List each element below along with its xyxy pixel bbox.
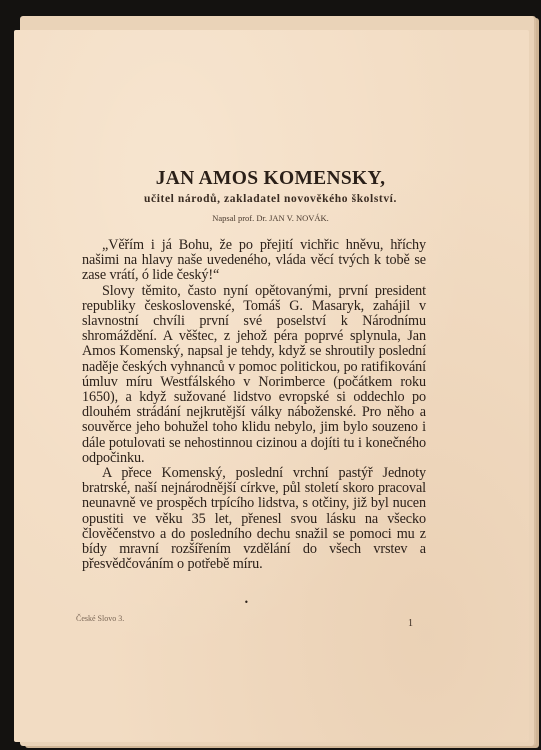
separator-mark: •: [244, 598, 249, 607]
paragraph-quote: „Věřím i já Bohu, že po přejití vichřic hněvu, hříchy našimi na hlavy naše uvedeného, vláda věcí tvých k tobě se zase vrátí, ó lide český!“: [82, 237, 426, 284]
document-body: [82, 238, 426, 572]
document-author: Napsal prof. Dr. JAN V. NOVÁK.: [212, 213, 329, 223]
footer-note: České Slovo 3.: [76, 614, 125, 623]
document-title: JAN AMOS KOMENSKY,: [155, 168, 386, 189]
paragraph-2: A přece Komenský, poslední vrchní pastýř Jednoty bratrské, naší nejnárodnější církve, půl století skoro pracoval neunavně ve prospěch trpícího lidstva, s otčiny, již byl nucen opustiti ve věku 35 let, přenesl svou lásku na všecko člověčenstvo a do posledního dechu snažil se pomoci mu z bídy mravní rozšířením vzdělání do všech vrstev a přesvědčováním o potřebě míru.: [82, 465, 426, 573]
document-subtitle: učitel národů, zakladatel novověkého školství.: [144, 193, 397, 205]
paragraph-1: Slovy těmito, často nyní opětovanými, první president republiky československé, Tomáš G. Masaryk, zahájil v slavnostní chvíli první své poselství k Národnímu shromáždění. A věštec, z jehož péra poprvé splynula, Jan Amos Komenský, napsal je tehdy, když se shroutily poslední naděje českých vyhnanců v pomoc politickou, po ratifikování úmluv míru Westfálského v Norimberce (počátkem roku 1650), a když sužované lidstvo evropské si oddechlo po dlouhém strádání nejkrutější války náboženské. Pro něho a souvěrce jeho bohužel toho klidu nebylo, jim bylo souzeno i dále potulovati se nehostinnou cizinou a dojíti tu i konečného odpočinku.: [82, 282, 426, 466]
page-number: 1: [408, 618, 413, 629]
